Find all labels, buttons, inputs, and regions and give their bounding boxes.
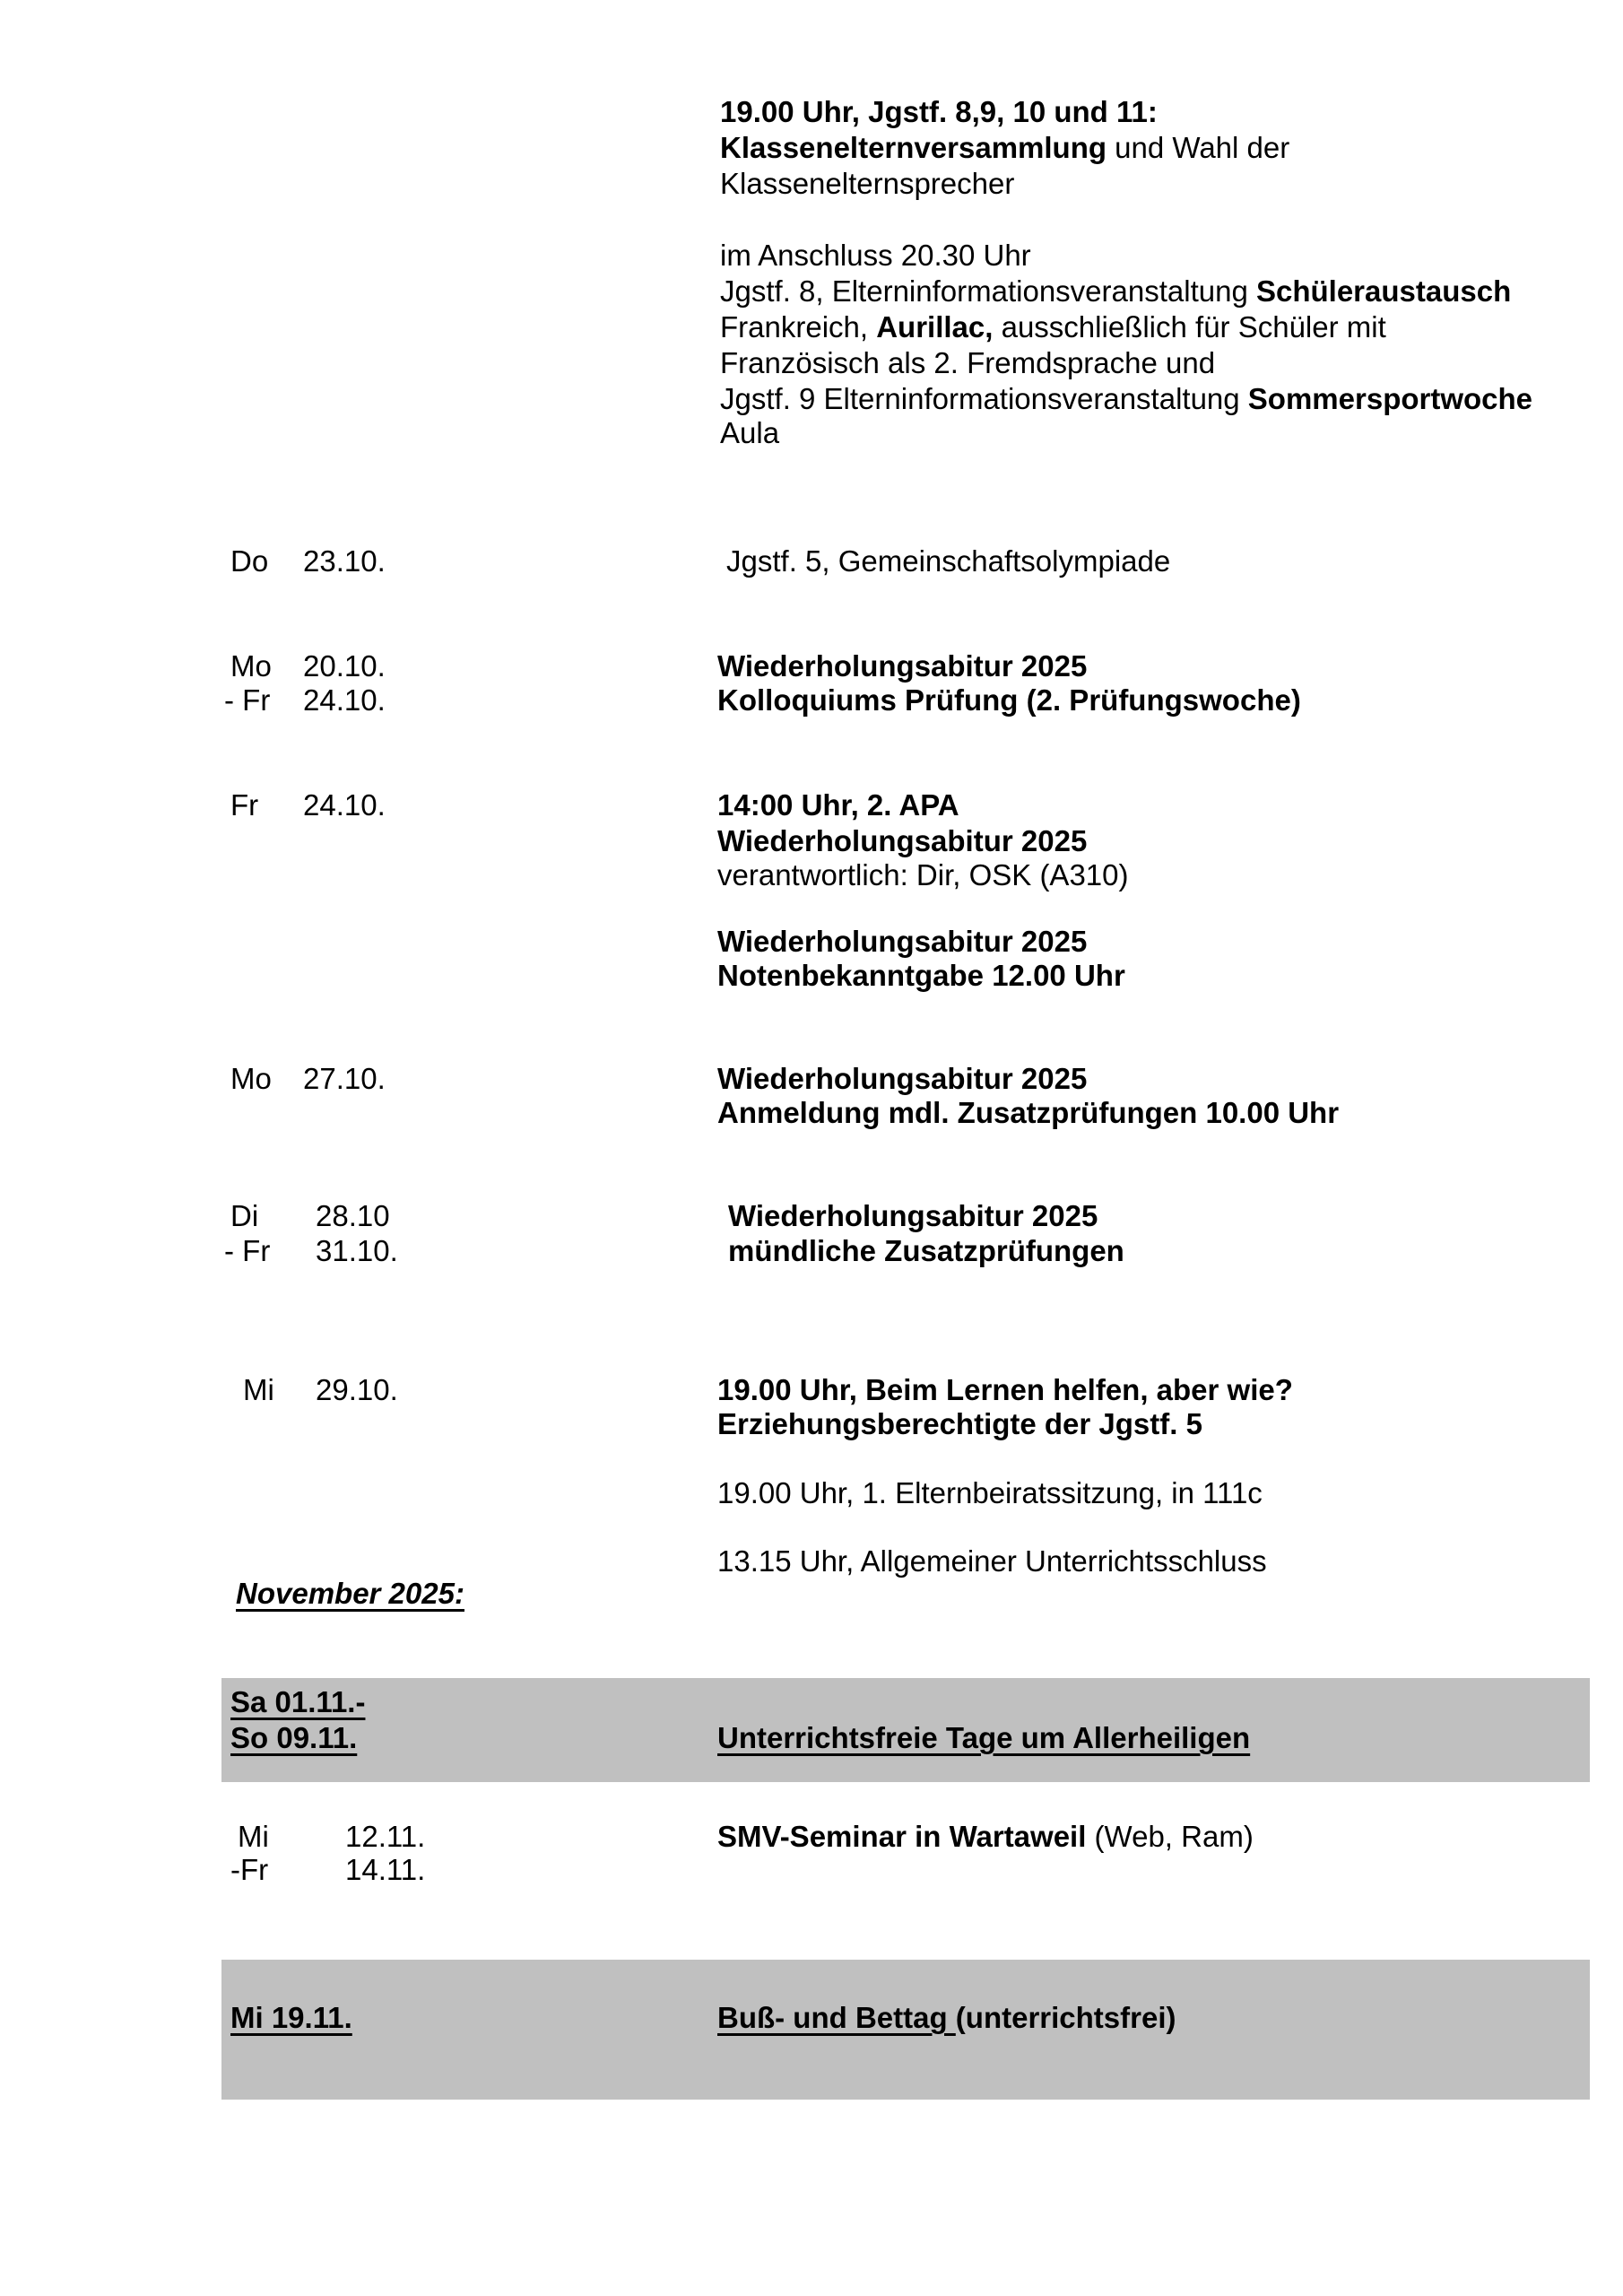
date-label: 29.10. xyxy=(316,1373,398,1406)
intro-line-5 xyxy=(720,274,1511,309)
day-label: Mi xyxy=(243,1373,274,1406)
day-label: Di xyxy=(230,1199,259,1232)
intro-line-2 xyxy=(720,130,1289,166)
event-text: Wiederholungsabitur 2025 xyxy=(728,1199,1098,1232)
day-label: Fr xyxy=(230,788,259,822)
day-label: Mo xyxy=(230,1062,272,1095)
event-text: Wiederholungsabitur 2025 xyxy=(717,824,1088,857)
event-text: Unterrichtsfreie Tage um Allerheiligen xyxy=(717,1721,1251,1754)
intro-line-6-pre: Frankreich, xyxy=(720,310,877,344)
date-label: Mi 19.11. xyxy=(230,2001,352,2034)
event-text: Wiederholungsabitur 2025 xyxy=(717,1062,1088,1095)
date-label: 12.11. xyxy=(345,1820,426,1853)
date-label: 23.10. xyxy=(303,544,386,578)
intro-line-1: 19.00 Uhr, Jgstf. 8,9, 10 und 11: xyxy=(720,95,1158,128)
date-label: 27.10. xyxy=(303,1062,386,1095)
date-label: 24.10. xyxy=(303,788,386,822)
event-text: Jgstf. 5, Gemeinschaftsolympiade xyxy=(726,544,1171,578)
event-text-rest: (Web, Ram) xyxy=(1086,1820,1254,1853)
intro-line-6-post: ausschließlich für Schüler mit xyxy=(993,310,1386,344)
intro-line-8-bold: Sommersportwoche xyxy=(1247,382,1533,415)
event-text xyxy=(717,2000,1176,2036)
date-label: 20.10. xyxy=(303,649,386,683)
event-text: 19.00 Uhr, Beim Lernen helfen, aber wie? xyxy=(717,1373,1293,1406)
intro-line-7: Französisch als 2. Fremdsprache und xyxy=(720,346,1216,379)
day-label: Do xyxy=(230,544,269,578)
event-text: Erziehungsberechtigte der Jgstf. 5 xyxy=(717,1407,1202,1440)
intro-line-4: im Anschluss 20.30 Uhr xyxy=(720,239,1031,272)
month-heading: November 2025: xyxy=(236,1577,464,1610)
date-label: 31.10. xyxy=(316,1234,398,1267)
event-text: Notenbekanntgabe 12.00 Uhr xyxy=(717,959,1125,992)
event-text: 19.00 Uhr, 1. Elternbeiratssitzung, in 111c xyxy=(717,1476,1263,1509)
day-label: Mi xyxy=(238,1820,269,1853)
event-text: Kolloquiums Prüfung (2. Prüfungswoche) xyxy=(717,683,1301,717)
intro-line-2-rest: und Wahl der xyxy=(1107,131,1290,164)
day-label: - Fr xyxy=(224,683,271,717)
event-text xyxy=(717,1819,1254,1855)
intro-line-5-bold: Schüleraustausch xyxy=(1255,274,1512,308)
day-label: -Fr xyxy=(230,1853,269,1886)
event-text: Wiederholungsabitur 2025 xyxy=(717,925,1088,958)
event-text: 14:00 Uhr, 2. APA xyxy=(717,788,959,822)
intro-line-8 xyxy=(720,381,1532,417)
intro-line-2-bold: Klassenelternversammlung xyxy=(720,131,1107,164)
event-text-bold: SMV-Seminar in Wartaweil xyxy=(717,1820,1087,1853)
event-text-rest: (unterrichtsfrei) xyxy=(955,2001,1176,2034)
date-label: 24.10. xyxy=(303,683,386,717)
intro-line-6-bold: Aurillac, xyxy=(876,310,994,344)
event-text: verantwortlich: Dir, OSK (A310) xyxy=(717,858,1129,891)
event-text: Anmeldung mdl. Zusatzprüfungen 10.00 Uhr xyxy=(717,1096,1340,1129)
intro-line-8-pre: Jgstf. 9 Elterninformationsveranstaltung xyxy=(720,382,1248,415)
event-text: 13.15 Uhr, Allgemeiner Unterrichtsschluss xyxy=(717,1544,1267,1578)
date-label: 28.10 xyxy=(316,1199,390,1232)
event-text-underlined: Buß- und Bettag xyxy=(717,2001,956,2034)
date-label: So 09.11. xyxy=(230,1721,358,1754)
day-label: - Fr xyxy=(224,1234,271,1267)
event-text: mündliche Zusatzprüfungen xyxy=(728,1234,1124,1267)
intro-line-9: Aula xyxy=(720,416,780,449)
date-label: 14.11. xyxy=(345,1853,426,1886)
day-label: Mo xyxy=(230,649,272,683)
intro-line-3: Klassenelternsprecher xyxy=(720,167,1015,200)
intro-line-6 xyxy=(720,309,1386,345)
date-label: Sa 01.11.- xyxy=(230,1685,366,1718)
event-text: Wiederholungsabitur 2025 xyxy=(717,649,1088,683)
intro-line-5-pre: Jgstf. 8, Elterninformationsveranstaltung xyxy=(720,274,1256,308)
